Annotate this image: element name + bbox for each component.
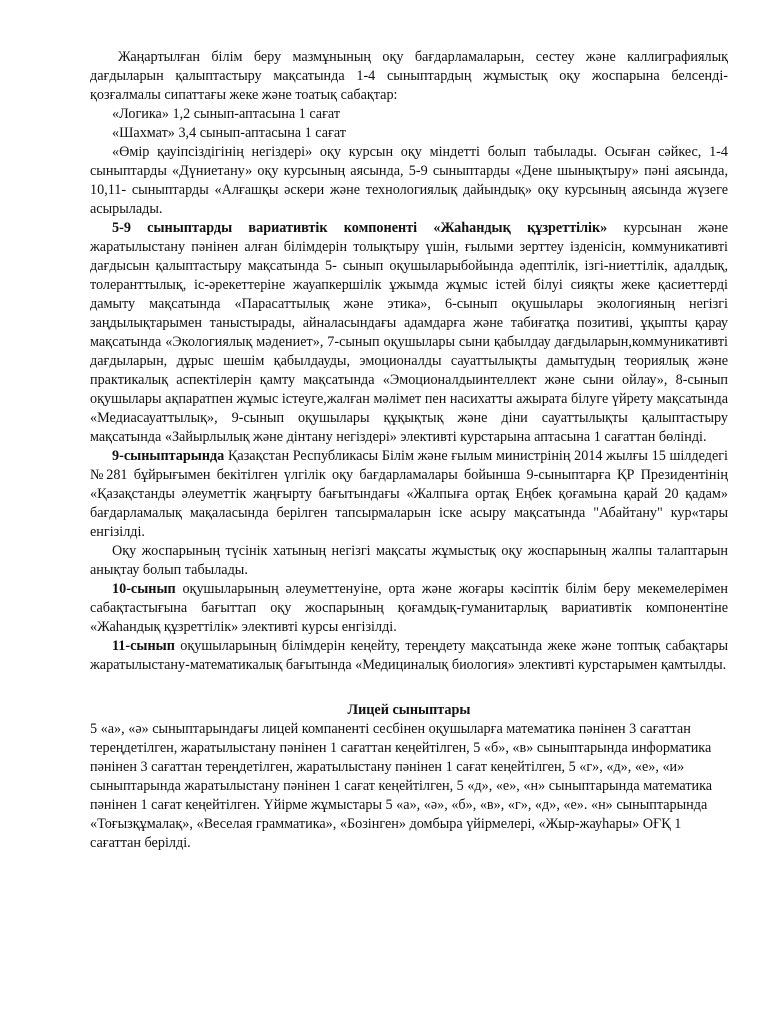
paragraph-grade11-text: оқушыларының білімдерін кеңейту, тереңдету мақсатында жеке және топтық сабақтары жаратылыстану-математикалық бағытында «Медициналық биология» элективті курстарымен қамтылды.: [90, 638, 728, 673]
paragraph-grade11: [90, 637, 728, 675]
paragraph-grade11-bold: 11-сынып: [112, 638, 175, 654]
paragraph-grade9: [90, 447, 728, 542]
paragraph-grade10-bold: 10-сынып: [112, 581, 176, 597]
list-item-chess: «Шахмат» 3,4 сынып-аптасына 1 сағат: [112, 125, 346, 141]
paragraph-grade10-text: оқушыларының әлеуметтенуіне, орта және жоғары кәсіптік білім беру мекемелерімен сабақтастығына бағыттап оқу жоспарының қоғамдық-гуманитарлық вариативтік компонентіне «Жаһандық құзреттілік» элективті курсы енгізілді.: [90, 581, 728, 635]
list-item-logic: «Логика» 1,2 сынып-аптасына 1 сағат: [112, 106, 341, 122]
section-heading-lyceum: Лицей сыныптары: [347, 702, 471, 718]
paragraph-grade9-text: Қазақстан Республикасы Білім және ғылым министрінің 2014 жылғы 15 шілдедегі №281 бұйрығымен бекітілген үлгілік оқу бағдарламалары бойынша 9-сыныптарға ҚР Президентінің «Қазақстанды әлеуметтік жаңғырту бағытындағы «Жалпыға ортақ Еңбек қоғамына қарай 20 қадам» бағдарламалық мақаласында берілген тапсырмаларын іске асыру мақсатында "Абайтану" кур«тары енгізілді.: [90, 448, 728, 540]
paragraph-variative-text: курсынан және жаратылыстану пәнінен алған білімдерін толықтыру үшін, ғылыми зерттеу ізденісін, коммуникативті дағдысын қалыптастыру мақсатында 5- сынып оқушыларыбойында әдептілік, ізгі-ниеттілік, адалдық, толеранттылық, іс-әрекеттеріне жауапкершілік ұжымда жұмыс істей білуі сияқты жеке қасиеттерді дамыту мақсатында «Парасаттылық және этика», 6-сынып оқушылары экологияның негізгі заңдылықтарымен таныстырады, айналасындағы адамдарға және табиғатқа позитиві, ұқыпты қарау мақсатында «Экологиялық мәдениет», 7-сынып оқушылары сыни қабылдау дағдыларын,коммуникативті дағдыларын, дұрыс шешім қабылдауды, эмоционалды сауаттылықты дамытудың теориялық және практикалық аспектілерін қамту мақсатында «Эмоционалдыинтеллект және сыни ойлау», 8-сынып оқушылары ақпаратпен жұмыс істеуге,жалған мәлімет пен насихатты ажырата білуге үйрету мақсатында «Медиасауаттылық», 9-сынып оқушылары құқықтық және діни сауаттылықты қалыптастыру мақсатында «Зайырлылық және дінтану негіздері» элективті курстарына аптасына 1 сағаттан бөлінді.: [90, 220, 728, 445]
paragraph-intro: Жаңартылған білім беру мазмұнының оқу бағдарламаларын, сестеу және каллиграфиялық дағдыларын қалыптастыру мақсатында 1-4 сыныптардың жұмыстық оқу жоспарына белсенді-қозғалмалы сипаттағы жеке және тоатық сабақтар:: [90, 49, 728, 103]
paragraph-grade9-bold: 9-сыныптарында: [112, 448, 225, 464]
paragraph-variative-bold: 5-9 сыныптарды вариативтік компоненті «Жаһандық құзреттілік»: [112, 220, 608, 236]
paragraph-life-safety: «Өмір қауіпсіздігінің негіздері» оқу курсын оқу міндетті болып табылады. Осыған сәйкес, 1-4 сыныптарды «Дүниетану» оқу курсының аясында, 5-9 сыныптарды «Дене шынықтыру» пәні аясында, 10,11- сыныптарды «Алғашқы әскери және технологиялық дайындық» оқу курсының аясында жүзеге асырылады.: [90, 144, 728, 217]
paragraph-grade10: [90, 580, 728, 637]
paragraph-lyceum: 5 «а», «ә» сыныптарындағы лицей компаненті сесбінен оқушыларға математика пәнінен 3 сағаттан тереңдетілген, жаратылыстану пәнінен 1 сағаттан кеңейтілген, 5 «б», «в» сыныптарында информатика пәнінен 3 сағаттан тереңдетілген, жаратылыстану пәнінен 1 сағат кеңейтілген, 5 «г», «д», «е», «и» сыныптарында жаратылыстану пәнінен 1 сағат кеңейтілген, 5 «д», «е», «н» сыныптарында математика пәнінен 1 сағат кеңейтілген. Үйірме жұмыстары 5 «а», «ә», «б», «в», «г», «д», «е». «н» сыныптарында «Тоғызқұмалақ», «Веселая грамматика», «Бозінген» домбыра үйірмелері, «Жыр-жауһары» ОҒҚ 1 сағаттан берілді.: [90, 721, 713, 851]
paragraph-variative: [90, 219, 728, 447]
paragraph-purpose: Оқу жоспарының түсінік хатының негізгі мақсаты жұмыстық оқу жоспарының жалпы талаптарын анықтау болып табылады.: [90, 543, 728, 578]
